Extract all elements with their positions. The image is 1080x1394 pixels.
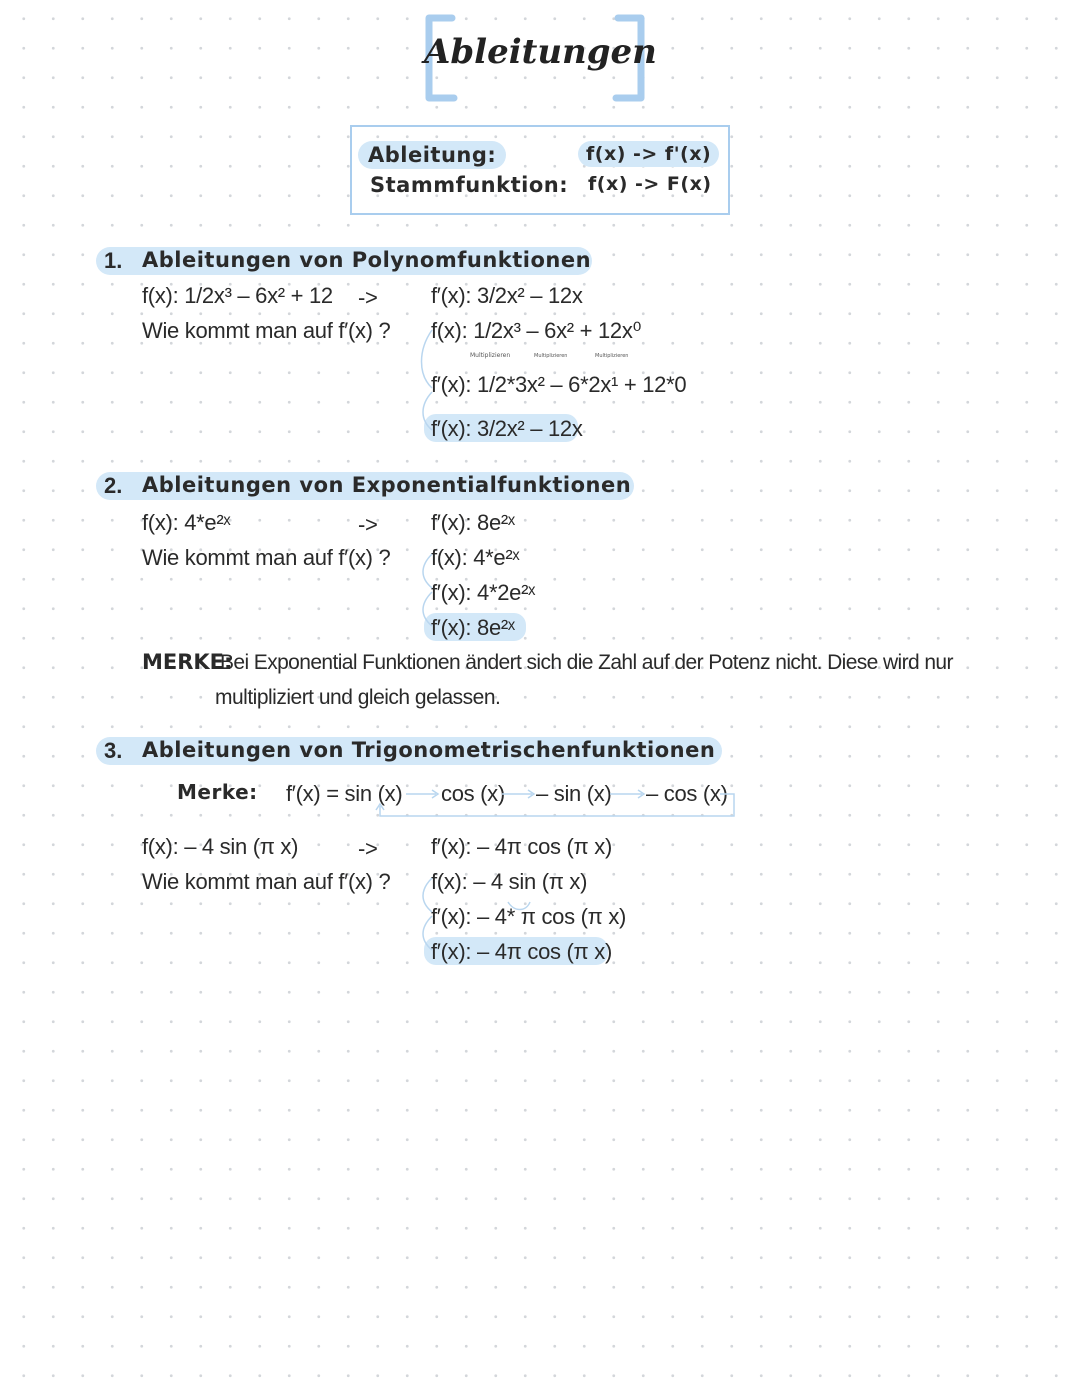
s1-step2: f′(x): 1/2*3x² – 6*2x¹ + 12*0 — [431, 372, 687, 397]
section1-number: 1. — [104, 248, 123, 273]
s2-merke-line2: multipliziert und gleich gelassen. — [215, 686, 501, 709]
s3-step3: f′(x): – 4π cos (π x) — [431, 939, 612, 964]
section3-number: 3. — [104, 738, 123, 763]
s2-connector-curves — [410, 548, 450, 638]
s1-mult-label-2: Multiplizieren — [534, 353, 568, 359]
s3-merke-label: Merke: — [177, 780, 258, 804]
stamm-value: f(x) -> F(x) — [588, 173, 712, 195]
s2-step3: f′(x): 8e²ˣ — [431, 615, 515, 640]
s1-question: Wie kommt man auf f′(x) ? — [142, 318, 391, 343]
s2-result: f′(x): 8e²ˣ — [431, 510, 515, 535]
s2-merke-label: MERKE: — [142, 650, 233, 674]
ableitung-label: Ableitung: — [358, 141, 506, 169]
s1-connector-curves — [410, 320, 450, 440]
s2-function: f(x): 4*e²ˣ — [142, 510, 231, 535]
s3-function: f(x): – 4 sin (π x) — [142, 834, 299, 859]
s3-step2: f′(x): – 4* π cos (π x) — [431, 904, 627, 929]
section2-title: Ableitungen von Exponentialfunktionen — [142, 473, 632, 497]
s3-arrow: -> — [358, 836, 378, 861]
s1-arrow: -> — [358, 285, 378, 310]
s3-cycle-1: cos (x) — [441, 781, 505, 806]
s1-function: f(x): 1/2x³ – 6x² + 12 — [142, 283, 333, 308]
section1-title: Ableitungen von Polynomfunktionen — [142, 248, 592, 272]
s2-arrow: -> — [358, 512, 378, 537]
definitions-box — [350, 125, 730, 215]
s1-result: f′(x): 3/2x² – 12x — [431, 283, 583, 308]
s3-cycle-3: – cos (x) — [646, 781, 728, 806]
s3-cycle-arrows — [360, 780, 740, 822]
s3-cycle-0: f′(x) = sin (x) — [286, 781, 403, 806]
section3-title: Ableitungen von Trigonometrischenfunktionen — [142, 738, 716, 762]
s1-mult-label-1: Multiplizieren — [470, 352, 511, 359]
s3-step1: f(x): – 4 sin (π x) — [431, 869, 588, 894]
s2-question: Wie kommt man auf f′(x) ? — [142, 545, 391, 570]
page-title: Ableitungen — [424, 32, 657, 72]
s3-question: Wie kommt man auf f′(x) ? — [142, 869, 391, 894]
s2-step2: f′(x): 4*2e²ˣ — [431, 580, 536, 605]
ableitung-value: f(x) -> f'(x) — [578, 141, 719, 167]
s1-step3: f′(x): 3/2x² – 12x — [431, 416, 583, 441]
stamm-label: Stammfunktion: — [370, 173, 569, 197]
s1-mult-label-3: Multiplizieren — [595, 353, 629, 359]
s2-merke-line1: Bei Exponential Funktionen ändert sich die Zahl auf der Potenz nicht. Diese wird nur — [220, 651, 953, 674]
section2-number: 2. — [104, 473, 123, 498]
s1-step1: f(x): 1/2x³ – 6x² + 12x⁰ — [431, 318, 642, 343]
s3-connector-curves — [410, 872, 560, 962]
s3-result: f′(x): – 4π cos (π x) — [431, 834, 612, 859]
s3-cycle-2: – sin (x) — [536, 781, 612, 806]
s2-step1: f(x): 4*e²ˣ — [431, 545, 520, 570]
